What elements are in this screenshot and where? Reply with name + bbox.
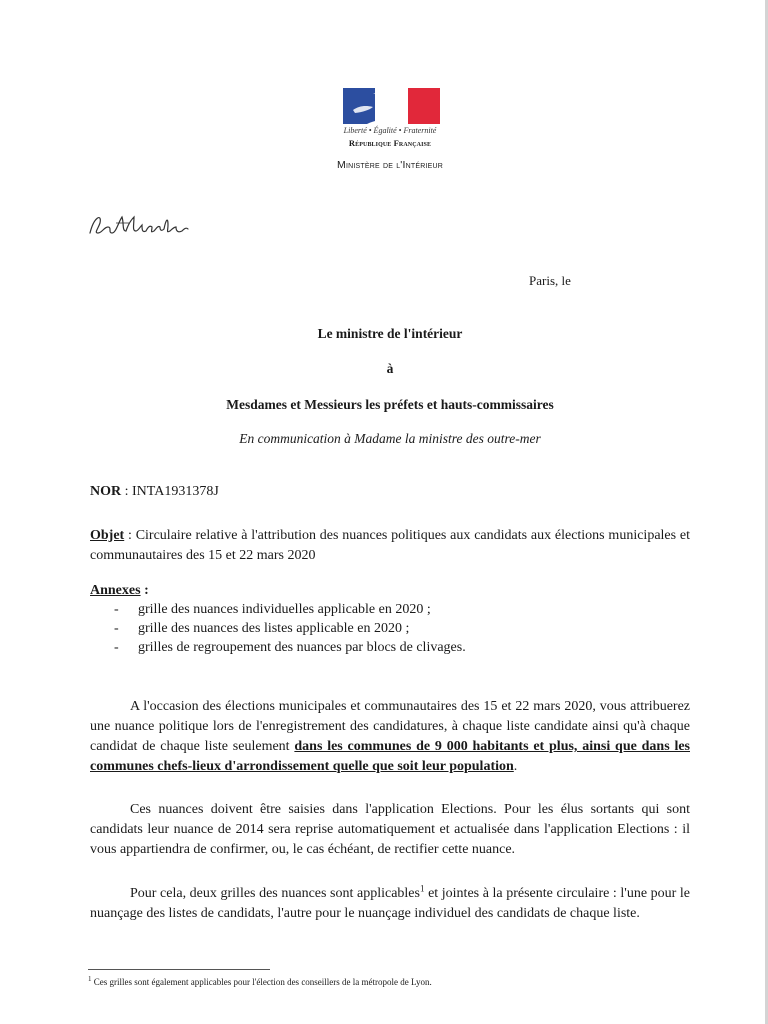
footnote-mark: 1 bbox=[88, 975, 92, 983]
objet-paragraph bbox=[90, 526, 690, 566]
annex-item-text: grille des nuances individuelles applicable en 2020 ; bbox=[138, 602, 431, 617]
p3-end: et jointes à la présente circulaire : l'une pour le nuançage des listes de candidats, l'autre pour le nuançage individuel des candidats de chaque liste. bbox=[90, 886, 691, 921]
nor-reference bbox=[90, 484, 219, 500]
sender-line: Le ministre de l'intérieur bbox=[317, 326, 463, 341]
annexes-suffix: : bbox=[140, 583, 149, 598]
annex-item-text: grille des nuances des listes applicable en 2020 ; bbox=[138, 621, 410, 636]
objet-text: : Circulaire relative à l'attribution des nuances politiques aux candidats aux élections municipales et communautaires des 15 et 22 mars 2020 bbox=[90, 528, 690, 563]
list-item: - grille des nuances des listes applicable en 2020 ; bbox=[114, 621, 410, 636]
communication-line: En communication à Madame la ministre des outre-mer bbox=[239, 431, 541, 446]
list-item: - grille des nuances individuelles applicable en 2020 ; bbox=[114, 602, 431, 617]
le-ministre-signature bbox=[86, 209, 196, 239]
republic-name: République Française bbox=[348, 138, 432, 148]
list-item: - grilles de regroupement des nuances par blocs de clivages. bbox=[114, 640, 466, 655]
annex-item-text: grilles de regroupement des nuances par blocs de clivages. bbox=[138, 640, 466, 655]
p3-text: Pour cela, deux grilles des nuances sont applicables bbox=[130, 886, 420, 901]
p1-emphasis: dans les communes de 9 000 habitants et plus, ainsi que dans les communes chefs-lieux d'arrondissement quelle que soit leur population bbox=[90, 739, 690, 774]
annexes-list bbox=[90, 600, 690, 657]
nor-label: NOR bbox=[90, 484, 122, 499]
objet-label: Objet bbox=[90, 528, 125, 543]
body-paragraph-1 bbox=[90, 697, 690, 777]
footnote-ref: 1 bbox=[419, 883, 425, 894]
republic-motto: Liberté • Égalité • Fraternité bbox=[343, 126, 437, 135]
p1-text: A l'occasion des élections municipales et communautaires des 15 et 22 mars 2020, vous attribuerez une nuance politique lors de l'enregistrement des candidatures, à chaque liste candidate ainsi qu'à chaque candidat de chaque liste seulement bbox=[90, 699, 690, 754]
place-date: Paris, le bbox=[529, 273, 571, 288]
ministry-name: Ministère de l'Intérieur bbox=[337, 159, 443, 171]
p2-text: Ces nuances doivent être saisies dans l'application Elections. Pour les élus sortants qui sont candidats leur nuance de 2014 sera reprise automatiquement et actualisée dans l'application Elections : il vous appartiendra de confirmer, ou, le cas échéant, de rectifier cette nuance. bbox=[90, 802, 690, 857]
to-word: à bbox=[386, 361, 394, 376]
footnote bbox=[88, 977, 432, 987]
footnote-separator bbox=[88, 969, 270, 970]
annexes-heading bbox=[90, 581, 690, 601]
nor-value: : INTA1931378J bbox=[124, 484, 219, 499]
footnote-text: Ces grilles sont également applicables pour l'élection des conseillers de la métropole de Lyon. bbox=[91, 977, 432, 987]
annexes-label: Annexes bbox=[90, 583, 141, 598]
marianne-logo bbox=[343, 88, 440, 124]
p1-end: . bbox=[513, 759, 518, 774]
body-paragraph-3 bbox=[90, 884, 690, 924]
body-paragraph-2 bbox=[90, 800, 690, 860]
recipients-line: Mesdames et Messieurs les préfets et hauts-commissaires bbox=[226, 397, 554, 412]
